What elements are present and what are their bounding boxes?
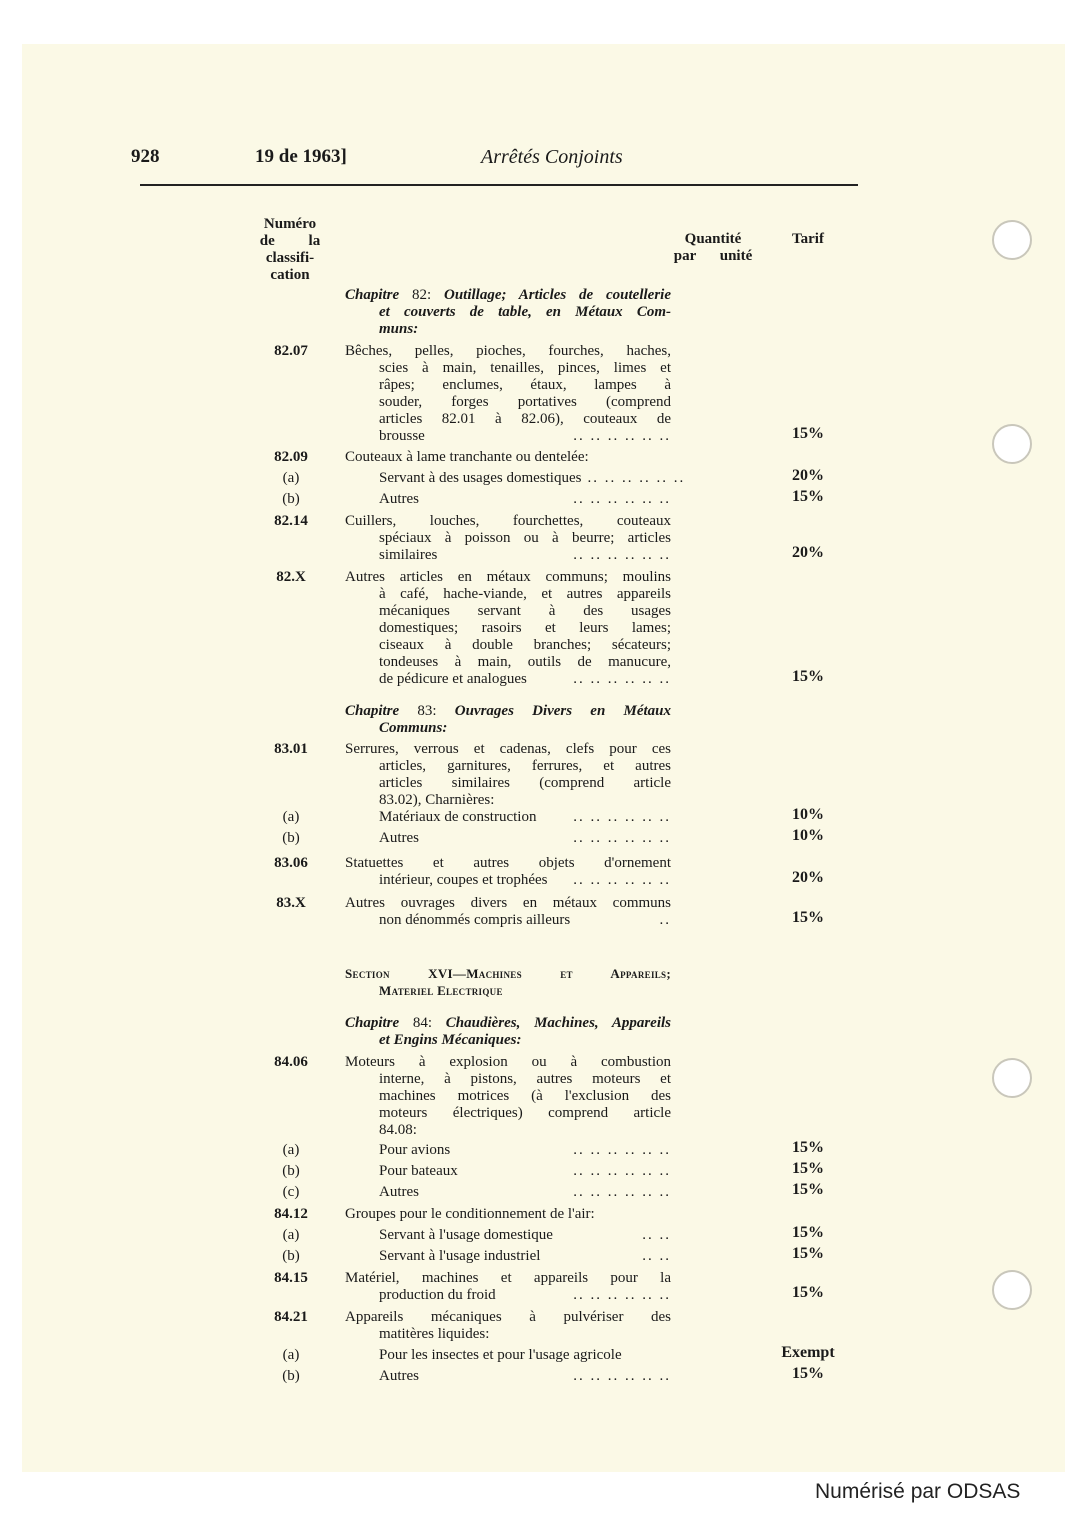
code-84-06-c: (c): [282, 1184, 300, 1200]
desc-82-14-end: similaires .. .. .. .. .. ..: [379, 547, 671, 563]
desc-83-06-end: intérieur, coupes et trophées .. .. .. .. .. ..: [379, 872, 671, 888]
desc-82-09: Couteaux à lame tranchante ou dentelée:: [345, 449, 589, 465]
section-16-heading: Section XVI—Machines et Appareils; Materiel Electrique: [345, 966, 671, 998]
desc-82-07: Bêches, pelles, pioches, fourches, haches, scies à main, tenailles, pinces, limes et râpes; enclumes, étaux, lampes à souder, forges portatives (comprend articles 82.01 à 82.06), couteaux de: [345, 343, 671, 427]
chapter-83-heading: Chapitre 83: Ouvrages Divers en Métaux Communs:: [345, 703, 671, 736]
binder-hole: [992, 424, 1032, 464]
rate-84-21-b: 15%: [792, 1365, 824, 1382]
desc-84-06: Moteurs à explosion ou à combustion interne, à pistons, autres moteurs et machines motrices (à l'exclusion des moteurs électriques) comprend article 84.08:: [345, 1054, 671, 1138]
desc-84-12: Groupes pour le conditionnement de l'air:: [345, 1206, 595, 1222]
code-84-06-a: (a): [282, 1142, 300, 1158]
classification-label: Numéro de la classifi- cation: [259, 216, 321, 283]
binder-hole: [992, 220, 1032, 260]
rate-84-06-b: 15%: [792, 1160, 824, 1177]
desc-84-21-a: Pour les insectes et pour l'usage agricole: [379, 1347, 622, 1363]
desc-84-12-a: Servant à l'usage domestique .. ..: [379, 1227, 671, 1243]
page-header: [0, 146, 1073, 176]
desc-83-01: Serrures, verrous et cadenas, clefs pour ces articles, garnitures, ferrures, et autres articles similaires (comprend article 83.02), Charnières:: [345, 741, 671, 808]
header-rule: [140, 184, 858, 186]
desc-82-14: Cuillers, louches, fourchettes, couteaux spéciaux à poisson ou à beurre; articles: [345, 513, 671, 546]
rate-83-x: 15%: [792, 909, 824, 926]
header-title: Arrêtés Conjoints: [481, 146, 623, 168]
chapter-84-heading: Chapitre 84: Chaudières, Machines, Appareils et Engins Mécaniques:: [345, 1015, 672, 1048]
code-82-x: 82.X: [276, 569, 306, 585]
code-83-01-b: (b): [282, 830, 300, 846]
desc-82-x-end: de pédicure et analogues .. .. .. .. .. ..: [379, 671, 671, 687]
column-header-quantity: Quantité par unité: [673, 231, 753, 264]
rate-83-01-a: 10%: [792, 806, 824, 823]
binder-hole: [992, 1270, 1032, 1310]
rate-84-06-a: 15%: [792, 1139, 824, 1156]
rate-84-12-b: 15%: [792, 1245, 824, 1262]
desc-83-x: Autres ouvrages divers en métaux communs: [345, 895, 671, 911]
desc-82-09-a: Servant à des usages domestiques .. .. .. .. .. ..: [379, 470, 686, 486]
rate-82-x: 15%: [792, 668, 824, 685]
rate-82-07: 15%: [792, 425, 824, 442]
header-year: 19 de 1963]: [255, 146, 347, 167]
desc-83-01-a: Matériaux de construction .. .. .. .. .. ..: [379, 809, 671, 825]
code-82-07: 82.07: [274, 343, 308, 359]
rate-82-14: 20%: [792, 544, 824, 561]
column-header-tariff: Tarif: [792, 231, 824, 247]
code-83-x: 83.X: [276, 895, 306, 911]
desc-84-21-b: Autres .. .. .. .. .. ..: [379, 1368, 671, 1384]
code-82-09: 82.09: [274, 449, 308, 465]
desc-83-01-b: Autres .. .. .. .. .. ..: [379, 830, 671, 846]
code-84-12-b: (b): [282, 1248, 300, 1264]
desc-84-06-c: Autres .. .. .. .. .. ..: [379, 1184, 671, 1200]
rate-84-12-a: 15%: [792, 1224, 824, 1241]
rate-84-15: 15%: [792, 1284, 824, 1301]
code-84-15: 84.15: [274, 1270, 308, 1286]
desc-82-07-end: brousse .. .. .. .. .. ..: [379, 428, 671, 444]
desc-84-06-b: Pour bateaux .. .. .. .. .. ..: [379, 1163, 671, 1179]
desc-84-15-end: production du froid .. .. .. .. .. ..: [379, 1287, 671, 1303]
code-84-21-a: (a): [282, 1347, 300, 1363]
digitized-by-credit: Numérisé par ODSAS: [815, 1480, 1021, 1503]
code-83-01: 83.01: [274, 741, 308, 757]
column-header-classification: [250, 216, 330, 284]
rate-83-06: 20%: [792, 869, 824, 886]
desc-83-x-end: non dénommés compris ailleurs ..: [379, 912, 671, 928]
chapter-82-heading: Chapitre 82: Outillage; Articles de coutellerie et couverts de table, en Métaux Com- muns:: [345, 287, 671, 337]
desc-84-21: Appareils mécaniques à pulvériser des matitères liquides:: [345, 1309, 671, 1342]
desc-84-06-a: Pour avions .. .. .. .. .. ..: [379, 1142, 671, 1158]
desc-82-09-b: Autres .. .. .. .. .. ..: [379, 491, 671, 507]
code-84-06: 84.06: [274, 1054, 308, 1070]
code-82-14: 82.14: [274, 513, 308, 529]
rate-83-01-b: 10%: [792, 827, 824, 844]
code-82-09-b: (b): [282, 491, 300, 507]
desc-84-15: Matériel, machines et appareils pour la: [345, 1270, 671, 1286]
rate-82-09-a: 20%: [792, 467, 824, 484]
code-83-06: 83.06: [274, 855, 308, 871]
code-83-01-a: (a): [282, 809, 300, 825]
code-84-21-b: (b): [282, 1368, 300, 1384]
binder-hole: [992, 1058, 1032, 1098]
code-84-12: 84.12: [274, 1206, 308, 1222]
desc-84-12-b: Servant à l'usage industriel .. ..: [379, 1248, 671, 1264]
rate-82-09-b: 15%: [792, 488, 824, 505]
desc-83-06: Statuettes et autres objets d'ornement: [345, 855, 671, 871]
page-number: 928: [131, 146, 160, 167]
rate-84-21-a: Exempt: [781, 1344, 835, 1361]
rate-84-06-c: 15%: [792, 1181, 824, 1198]
code-84-06-b: (b): [282, 1163, 300, 1179]
code-84-12-a: (a): [282, 1227, 300, 1243]
desc-82-x: Autres articles en métaux communs; moulins à café, hache-viande, et autres appareils mécaniques servant à des usages domestiques; rasoirs et leurs lames; ciseaux à double branches; sécateurs; tondeuses à main, outils de manucure,: [345, 569, 671, 670]
code-84-21: 84.21: [274, 1309, 308, 1325]
code-82-09-a: (a): [282, 470, 300, 486]
